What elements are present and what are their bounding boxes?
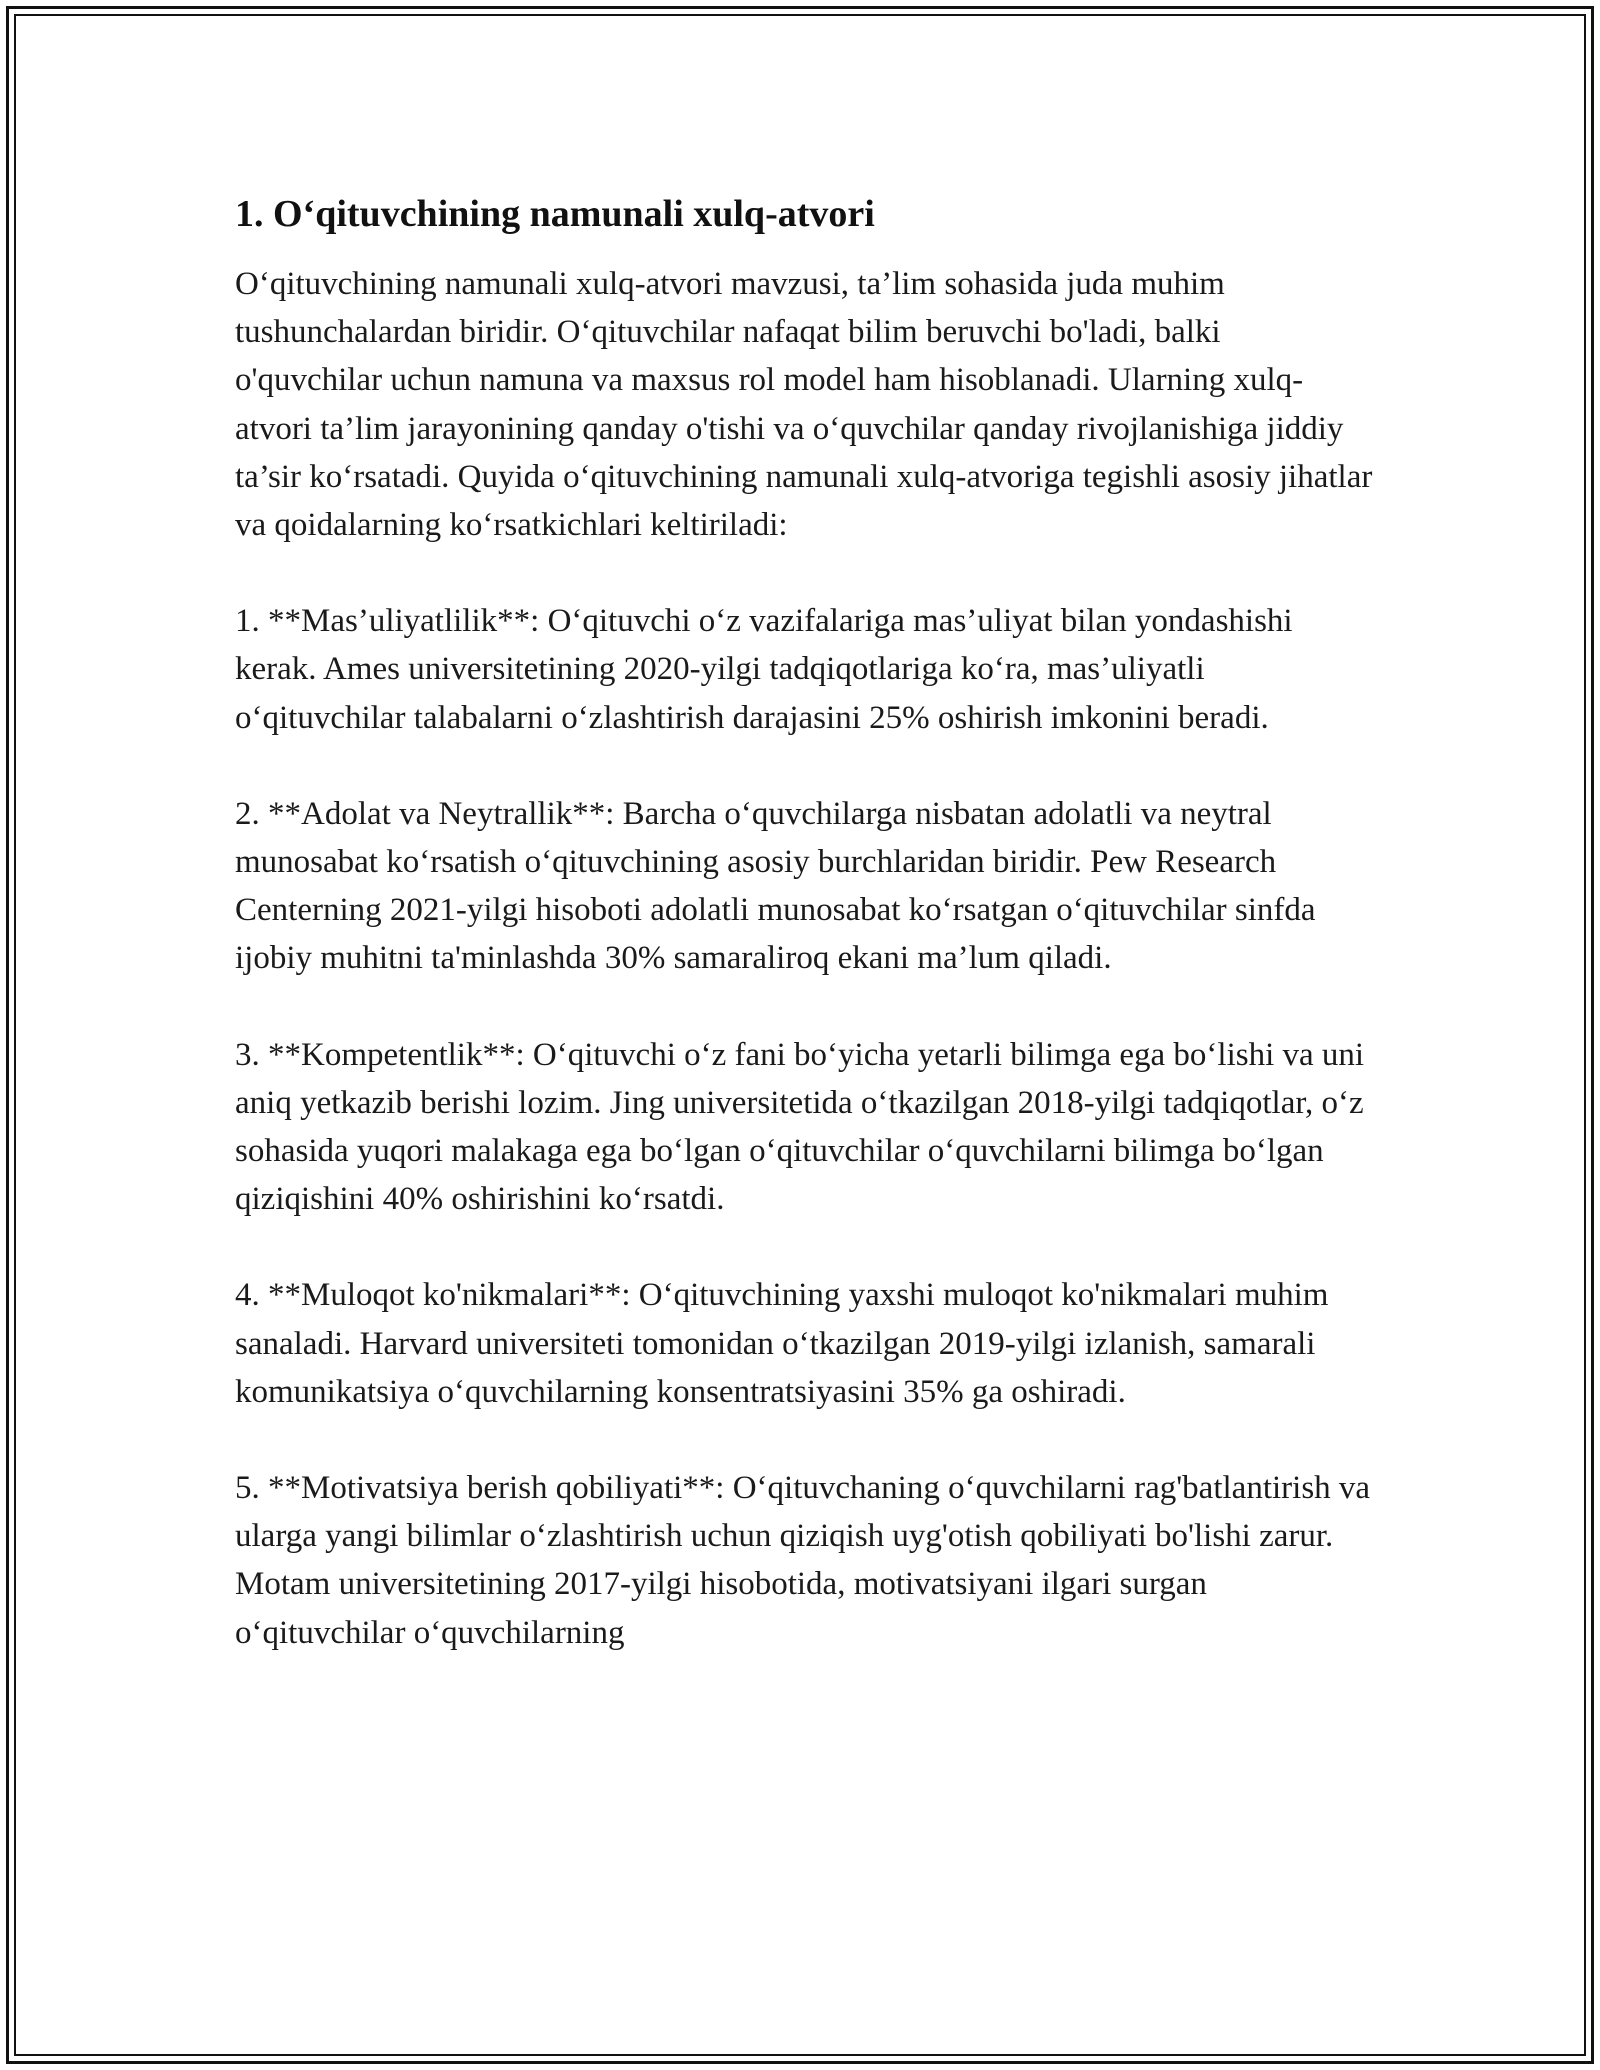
intro-paragraph: Oʻqituvchining namunali xulq-atvori mavzusi, ta’lim sohasida juda muhim tushunchalardan biridir. Oʻqituvchilar nafaqat bilim beruvchi bo'ladi, balki o'quvchilar uchun namuna va maxsus rol model ham hisoblanadi. Ularning xulq-atvori ta’lim jarayonining qanday o'tishi va oʻquvchilar qanday rivojlanishiga jiddiy ta’sir koʻrsatadi. Quyida oʻqituvchining namunali xulq-atvoriga tegishli asosiy jihatlar va qoidalarning koʻrsatkichlari keltiriladi:: [235, 266, 1373, 544]
document-body: [235, 188, 1375, 1705]
point-competence: 3. **Kompetentlik**: Oʻqituvchi oʻz fani boʻyicha yetarli bilimga ega boʻlishi va uni aniq yetkazib berishi lozim. Jing universitetida oʻtkazilgan 2018-yilgi tadqiqotlar, oʻz sohasida yuqori malakaga ega boʻlgan oʻqituvchilar oʻquvchilarni bilimga boʻlgan qiziqishini 40% oshirishini koʻrsatdi.: [235, 1036, 1365, 1218]
section-heading: 1. Oʻqituvchining namunali xulq-atvori: [235, 193, 875, 235]
point-responsibility: 1. **Mas’uliyatlilik**: Oʻqituvchi oʻz vazifalariga mas’uliyat bilan yondashishi kerak. Ames universitetining 2020-yilgi tadqiqotlariga koʻra, mas’uliyatli oʻqituvchilar talabalarni oʻzlashtirish darajasini 25% oshirish imkonini beradi.: [235, 603, 1293, 736]
point-communication: 4. **Muloqot ko'nikmalari**: Oʻqituvchining yaxshi muloqot ko'nikmalari muhim sanaladi. Harvard universiteti tomonidan oʻtkazilgan 2019-yilgi izlanish, samarali komunikatsiya oʻquvchilarning konsentratsiyasini 35% ga oshiradi.: [235, 1277, 1329, 1410]
point-motivation: 5. **Motivatsiya berish qobiliyati**: Oʻqituvchaning oʻquvchilarni rag'batlantirish va ularga yangi bilimlar oʻzlashtirish uchun qiziqish uyg'otish qobiliyati bo'lishi zarur. Motam universitetining 2017-yilgi hisobotida, motivatsiyani ilgari surgan oʻqituvchilar oʻquvchilarning: [235, 1470, 1371, 1651]
point-fairness: 2. **Adolat va Neytrallik**: Barcha oʻquvchilarga nisbatan adolatli va neytral munosabat koʻrsatish oʻqituvchining asosiy burchlaridan biridir. Pew Research Centerning 2021-yilgi hisoboti adolatli munosabat koʻrsatgan oʻqituvchilar sinfda ijobiy muhitni ta'minlashda 30% samaraliroq ekani ma’lum qiladi.: [235, 795, 1316, 977]
